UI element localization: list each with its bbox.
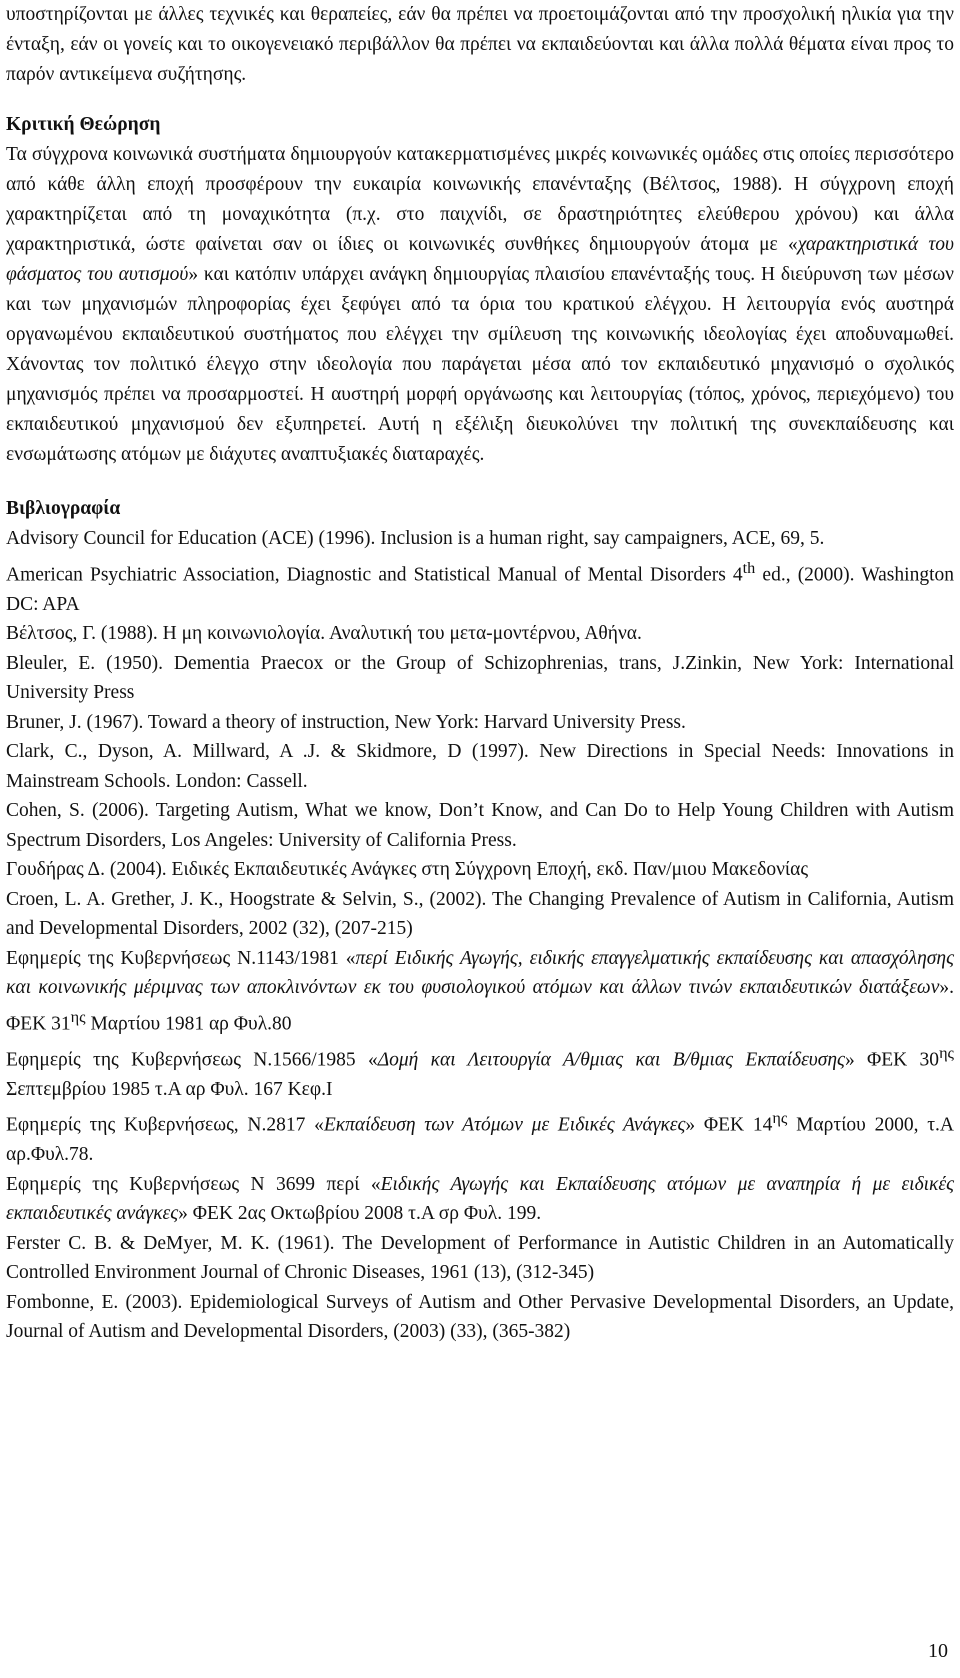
reference-fek-3699-text: Εφημερίς της Κυβερνήσεως Ν 3699 περί « xyxy=(6,1173,381,1195)
reference-fek-1566-issue: » ΦΕΚ 30 xyxy=(844,1049,940,1070)
reference-bleuler: Bleuler, E. (1950). Dementia Praecox or the Group of Schizophrenias, trans, J.Zinkin, New York: International University Press xyxy=(6,652,954,703)
reference-fek-1143-text: Εφημερίς της Κυβερνήσεως Ν.1143/1981 « xyxy=(6,947,356,969)
reference-fek-3699-issue: » ΦΕΚ 2ας Οκτωβρίου 2008 τ.Α σρ Φυλ. 199. xyxy=(178,1203,542,1224)
reference-fek-1566 xyxy=(6,1039,954,1105)
critical-text-italic: χαρακτηριστικά του φάσματος του αυτισμού xyxy=(6,234,954,285)
reference-apa xyxy=(6,554,954,620)
reference-fek-1566-text: Εφημερίς της Κυβερνήσεως Ν.1566/1985 « xyxy=(6,1049,378,1070)
reference-fek-2817-superscript: ης xyxy=(772,1109,788,1127)
reference-apa-superscript: th xyxy=(742,558,756,577)
reference-fek-2817 xyxy=(6,1104,954,1170)
reference-fek-2817-issue: » ΦΕΚ 14 xyxy=(685,1114,773,1136)
critical-review-heading: Κριτική Θεώρηση xyxy=(6,114,161,135)
bibliography-heading: Βιβλιογραφία xyxy=(6,498,121,519)
reference-bruner: Bruner, J. (1967). Toward a theory of instruction, New York: Harvard University Press. xyxy=(6,711,686,733)
reference-goudiras: Γουδήρας Δ. (2004). Ειδικές Εκπαιδευτικές Ανάγκες στη Σύγχρονη Εποχή, εκδ. Παν/μιου Μακεδονίας xyxy=(6,859,809,880)
reference-fek-1143-date: Μαρτίου 1981 αρ Φυλ.80 xyxy=(85,1013,292,1034)
critical-review-paragraph xyxy=(6,140,954,470)
critical-text-part2: » και κατόπιν υπάρχει ανάγκη δημιουργίας πλαισίου επανένταξής τους. Η διεύρυνση των μέσων και των μηχανισμών πληροφορίας έχει ξεφύγει από τα όρια του κρατικού ελέγχου. Η λειτουργία ενός αυστηρά οργανωμένου εκπαιδευτικού συστήματος που ελέγχει την σμίλευση της κοινωνικής ιδεολογίας έχει αποδυναμωθεί. Χάνοντας τον πολιτικό έλεγχο στην ιδεολογία που παράγεται μέσα από τον εκπαιδευτικό μηχανισμό ο σχολικός μηχανισμός πρέπει να προσαρμοστεί. Η αυστηρή μορφή οργάνωσης και λειτουργίας (τόπος, χρόνος, περιεχόμενο) του εκπαιδευτικού μηχανισμού δεν εξυπηρετεί. Αυτή η εξέλιξη διευκολύνει την πολιτική της συνεκπαίδευσης και ενσωμάτωσης ατόμων με διάχυτες αναπτυξιακές διαταραχές. xyxy=(6,264,954,465)
intro-paragraph: υποστηρίζονται με άλλες τεχνικές και θεραπείες, εάν θα πρέπει να προετοιμάζονται από την προσχολική ηλικία για την ένταξη, εάν οι γονείς και το οικογενειακό περιβάλλον θα πρέπει να εκπαιδεύονται και άλλα πολλά θέματα είναι προς το παρόν αντικείμενα συζήτησης. xyxy=(6,4,954,85)
reference-fek-1143 xyxy=(6,944,954,1039)
reference-ace: Advisory Council for Education (ACE) (1996). Inclusion is a human right, say campaigners, ACE, 69, 5. xyxy=(6,528,825,549)
reference-clark: Clark, C., Dyson, A. Millward, A .J. & Skidmore, D (1997). New Directions in Special Needs: Innovations in Mainstream Schools. London: Cassell. xyxy=(6,741,954,792)
reference-fek-1143-issue: ». ΦΕΚ 31 xyxy=(6,977,954,1034)
page-number: 10 xyxy=(928,1640,948,1662)
reference-fek-3699 xyxy=(6,1170,954,1229)
document-page xyxy=(6,0,954,1347)
reference-fek-2817-text: Εφημερίς της Κυβερνήσεως, Ν.2817 « xyxy=(6,1114,324,1136)
reference-fek-1143-title: περί Ειδικής Αγωγής, ειδικής επαγγελματικής εκπαίδευσης και απασχόλησης και κοινωνικής μέριμνας των αποκλινόντων εκ του φυσιολογικού ατόμων και άλλων τινών εκπαιδευτικών διατάξεων xyxy=(6,947,954,998)
reference-croen: Croen, L. A. Grether, J. K., Hoogstrate & Selvin, S., (2002). The Changing Prevalence of Autism in California, Autism and Developmental Disorders, 2002 (32), (207-215) xyxy=(6,888,954,939)
reference-beltsos: Βέλτσος, Γ. (1988). Η μη κοινωνιολογία. Αναλυτική του μετα-μοντέρνου, Αθήνα. xyxy=(6,623,642,644)
reference-fek-2817-title: Εκπαίδευση των Ατόμων με Ειδικές Ανάγκες xyxy=(323,1114,686,1136)
reference-fek-3699-title: Ειδικής Αγωγής και Εκπαίδευσης ατόμων με αναπηρία ή με ειδικές εκπαιδευτικές ανάγκες xyxy=(6,1173,955,1224)
reference-fek-1566-superscript: ης xyxy=(939,1043,954,1062)
reference-apa-text-end: ed., (2000). Washington DC: APA xyxy=(6,564,954,615)
reference-ferster: Ferster C. B. & DeMyer, M. K. (1961). The Development of Performance in Autistic Children in an Automatically Controlled Environment Journal of Chronic Diseases, 1961 (13), (312-345) xyxy=(6,1232,954,1283)
critical-text-part1: Τα σύγχρονα κοινωνικά συστήματα δημιουργούν κατακερματισμένες μικρές κοινωνικές ομάδες στις οποίες περισσότερο από κάθε άλλη εποχή προσφέρουν την ευκαιρία κοινωνικής επανένταξης (Βέλτσος, 1988). Η σύγχρονη εποχή χαρακτηρίζεται από τη μοναχικότητα (π.χ. στο παιχνίδι, σε δραστηριότητες ελεύθερου χρόνου) και άλλα χαρακτηριστικά, ώστε φαίνεται σαν οι ίδιες οι κοινωνικές συνθήκες δημιουργούν άτομα με « xyxy=(6,144,954,255)
reference-apa-text: American Psychiatric Association, Diagnostic and Statistical Manual of Mental Disorders 4 xyxy=(6,564,743,585)
reference-fombonne: Fombonne, E. (2003). Epidemiological Surveys of Autism and Other Pervasive Developmental Disorders, an Update, Journal of Autism and Developmental Disorders, (2003) (33), (365-382) xyxy=(6,1291,954,1342)
reference-fek-1143-superscript: ης xyxy=(70,1007,86,1026)
reference-fek-2817-date: Μαρτίου 2000, τ.Α αρ.Φυλ.78. xyxy=(6,1114,954,1165)
reference-fek-1566-title: Δομή και Λειτουργία Α/θμιας και Β/θμιας Εκπαίδευσης xyxy=(377,1049,845,1070)
reference-fek-1566-date: Σεπτεμβρίου 1985 τ.Α αρ Φυλ. 167 Κεφ.Ι xyxy=(6,1078,333,1100)
reference-cohen: Cohen, S. (2006). Targeting Autism, What we know, Don’t Know, and Can Do to Help Young Children with Autism Spectrum Disorders, Los Angeles: University of California Press. xyxy=(6,800,954,851)
